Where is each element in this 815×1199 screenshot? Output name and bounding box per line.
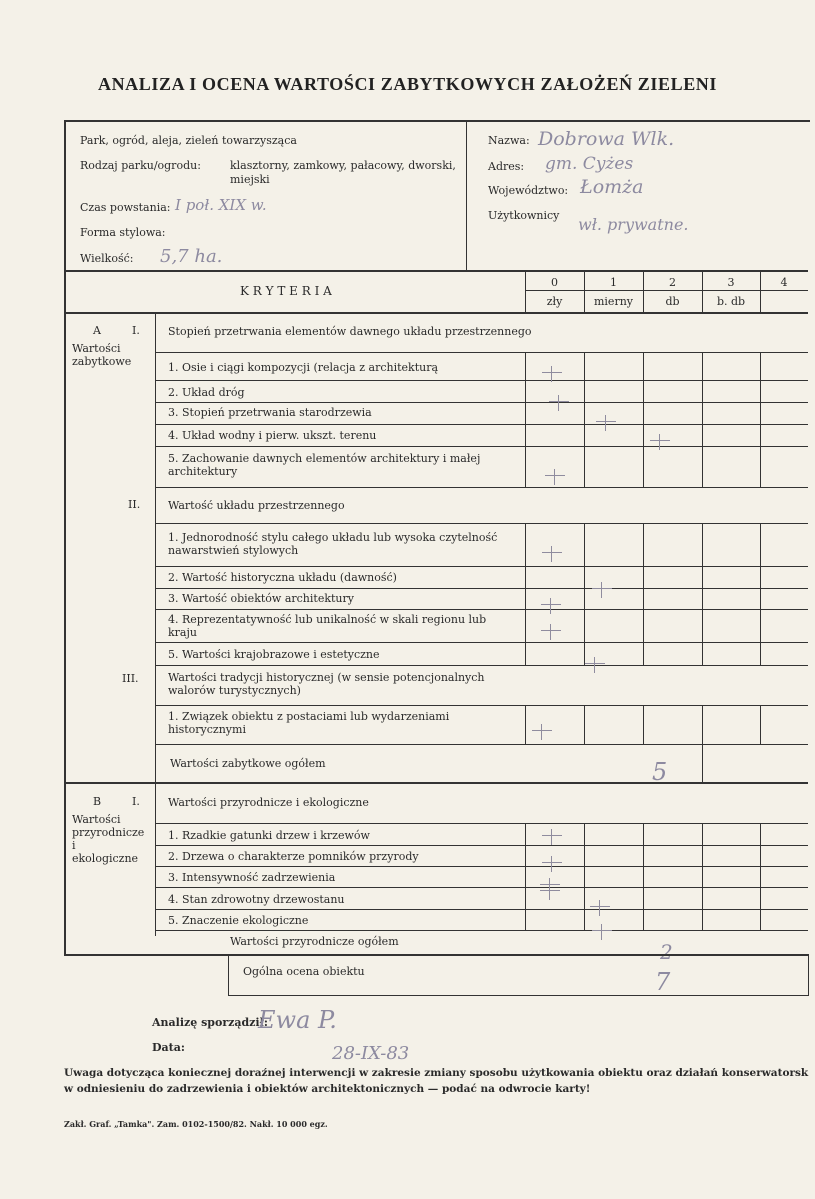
- score-name-3: b. db: [716, 295, 746, 308]
- group2-row-3: 3. Wartość obiektów architektury: [168, 592, 354, 605]
- score-mark: [541, 598, 561, 614]
- score-mark: [650, 434, 670, 450]
- score-mark: [542, 366, 562, 382]
- uwaga-line-2: w odniesieniu do zadrzewienia i obiektów architektonicznych — podać na odwrocie karty!: [64, 1083, 591, 1095]
- print-info: Zakł. Graf. „Tamka". Zam. 0102-1500/82. Nakł. 10 000 egz.: [64, 1119, 328, 1129]
- analize-label: Analizę sporządził:: [152, 1016, 268, 1029]
- rodzaj-options-1: klasztorny, zamkowy, pałacowy, dworski,: [230, 159, 456, 172]
- group2-row-1: 1. Jednorodność stylu całego układu lub wysoka czytelność nawarstwień stylowych: [168, 531, 498, 557]
- score-mark: [592, 924, 612, 940]
- score-mark: [542, 856, 562, 872]
- group2-roman: II.: [128, 498, 141, 511]
- analize-value: Ewa P.: [258, 1006, 337, 1034]
- group2-row-5: 5. Wartości krajobrazowe i estetyczne: [168, 648, 380, 661]
- czas-value: I poł. XIX w.: [175, 196, 267, 214]
- score-mark: [541, 624, 561, 640]
- score-name-2: db: [665, 295, 680, 308]
- group3-roman: III.: [122, 672, 139, 685]
- table-left-border: [64, 120, 66, 956]
- section-a-code: A: [93, 324, 101, 337]
- czas-label: Czas powstania:: [80, 201, 171, 214]
- adres-label: Adres:: [488, 160, 525, 173]
- criteria-left-border: [155, 314, 156, 936]
- group1-title: Stopień przetrwania elementów dawnego układu przestrzennego: [168, 325, 532, 338]
- data-value: 28-IX-83: [332, 1043, 410, 1064]
- przyrodnicze-total-value: 2: [660, 940, 673, 964]
- group4-row-1: 1. Rzadkie gatunki drzew i krzewów: [168, 829, 370, 842]
- rodzaj-options-2: miejski: [230, 173, 270, 186]
- group1-row-3: 3. Stopień przetrwania starodrzewia: [168, 406, 372, 419]
- group4-row-2: 2. Drzewa o charakterze pomników przyrody: [168, 850, 419, 863]
- score-mark: [590, 900, 610, 916]
- score-mark: [532, 724, 552, 740]
- wojewodztwo-label: Województwo:: [488, 184, 569, 197]
- section-a-roman: I.: [132, 324, 140, 337]
- group4-row-5: 5. Znaczenie ekologiczne: [168, 914, 309, 927]
- score-mark: [545, 469, 565, 485]
- score-mark: [549, 395, 569, 411]
- group4-title: Wartości przyrodnicze i ekologiczne: [168, 796, 369, 809]
- group1-row-4: 4. Układ wodny i pierw. ukszt. terenu: [168, 429, 377, 442]
- score-mark: [592, 582, 612, 598]
- kryteria-label: K R Y T E R I A: [240, 284, 332, 298]
- header-divider: [466, 122, 467, 270]
- data-label: Data:: [152, 1041, 185, 1054]
- ogolna-label: Ogólna ocena obiektu: [243, 965, 365, 978]
- forma-label: Forma stylowa:: [80, 226, 166, 239]
- group4-row-3: 3. Intensywność zadrzewienia: [168, 871, 336, 884]
- group4-row-4: 4. Stan zdrowotny drzewostanu: [168, 893, 345, 906]
- table-top-line: [64, 270, 808, 272]
- group2-title: Wartość układu przestrzennego: [168, 499, 345, 512]
- score-mark: [542, 546, 562, 562]
- score-head-1: 1: [610, 276, 617, 289]
- section-b-roman: I.: [132, 795, 140, 808]
- score-mark: [542, 829, 562, 845]
- park-label: Park, ogród, aleja, zieleń towarzysząca: [80, 134, 297, 147]
- nazwa-label: Nazwa:: [488, 134, 530, 147]
- group1-row-2: 2. Układ dróg: [168, 386, 245, 399]
- uzytkownicy-value: wł. prywatne.: [578, 215, 689, 234]
- group1-row-5: 5. Zachowanie dawnych elementów architektury i małej architektury: [168, 452, 481, 478]
- score-mark: [540, 884, 560, 900]
- group3-title: Wartości tradycji historycznej (w sensie potencjonalnych walorów turystycznych): [168, 671, 485, 697]
- wielkosc-label: Wielkość:: [80, 252, 134, 265]
- score-head-0: 0: [551, 276, 558, 289]
- adres-value: gm. Cyżes: [545, 154, 634, 174]
- zabytkowe-total-label: Wartości zabytkowe ogółem: [170, 757, 326, 770]
- section-a-name: Wartości zabytkowe: [72, 342, 132, 368]
- group1-row-1: 1. Osie i ciągi kompozycji (relacja z architekturą: [168, 361, 439, 374]
- group2-row-2: 2. Wartość historyczna układu (dawność): [168, 571, 397, 584]
- wielkosc-value: 5,7 ha.: [160, 246, 223, 267]
- score-mark: [596, 415, 616, 431]
- przyrodnicze-total-label: Wartości przyrodnicze ogółem: [230, 935, 399, 948]
- score-head-3: 3: [727, 276, 735, 289]
- score-mark: [585, 657, 605, 673]
- score-name-0: zły: [546, 295, 563, 308]
- score-head-2: 2: [669, 276, 676, 289]
- wojewodztwo-value: Łomża: [580, 176, 644, 198]
- group2-row-4: 4. Reprezentatywność lub unikalność w skali regionu lub kraju: [168, 613, 487, 639]
- section-b-code: B: [93, 795, 102, 808]
- section-b-name: Wartości przyrodnicze i ekologiczne: [72, 813, 145, 865]
- group3-row-1: 1. Związek obiektu z postaciami lub wydarzeniami historycznymi: [168, 710, 450, 736]
- ogolna-value: 7: [655, 968, 671, 996]
- uzytkownicy-label: Użytkownicy: [488, 209, 560, 222]
- score-name-1: mierny: [593, 295, 633, 308]
- score-head-4: 4: [780, 276, 788, 289]
- zabytkowe-total-value: 5: [652, 758, 668, 786]
- nazwa-value: Dobrowa Wlk.: [538, 128, 675, 150]
- uwaga-line-1: Uwaga dotycząca koniecznej doraźnej interwencji w zakresie zmiany sposobu użytkowania obiektu oraz działań konserwatorsk: [64, 1067, 809, 1079]
- page-title: ANALIZA I OCENA WARTOŚCI ZABYTKOWYCH ZAŁOŻEŃ ZIELENI: [97, 74, 718, 94]
- rodzaj-label: Rodzaj parku/ogrodu:: [80, 159, 201, 172]
